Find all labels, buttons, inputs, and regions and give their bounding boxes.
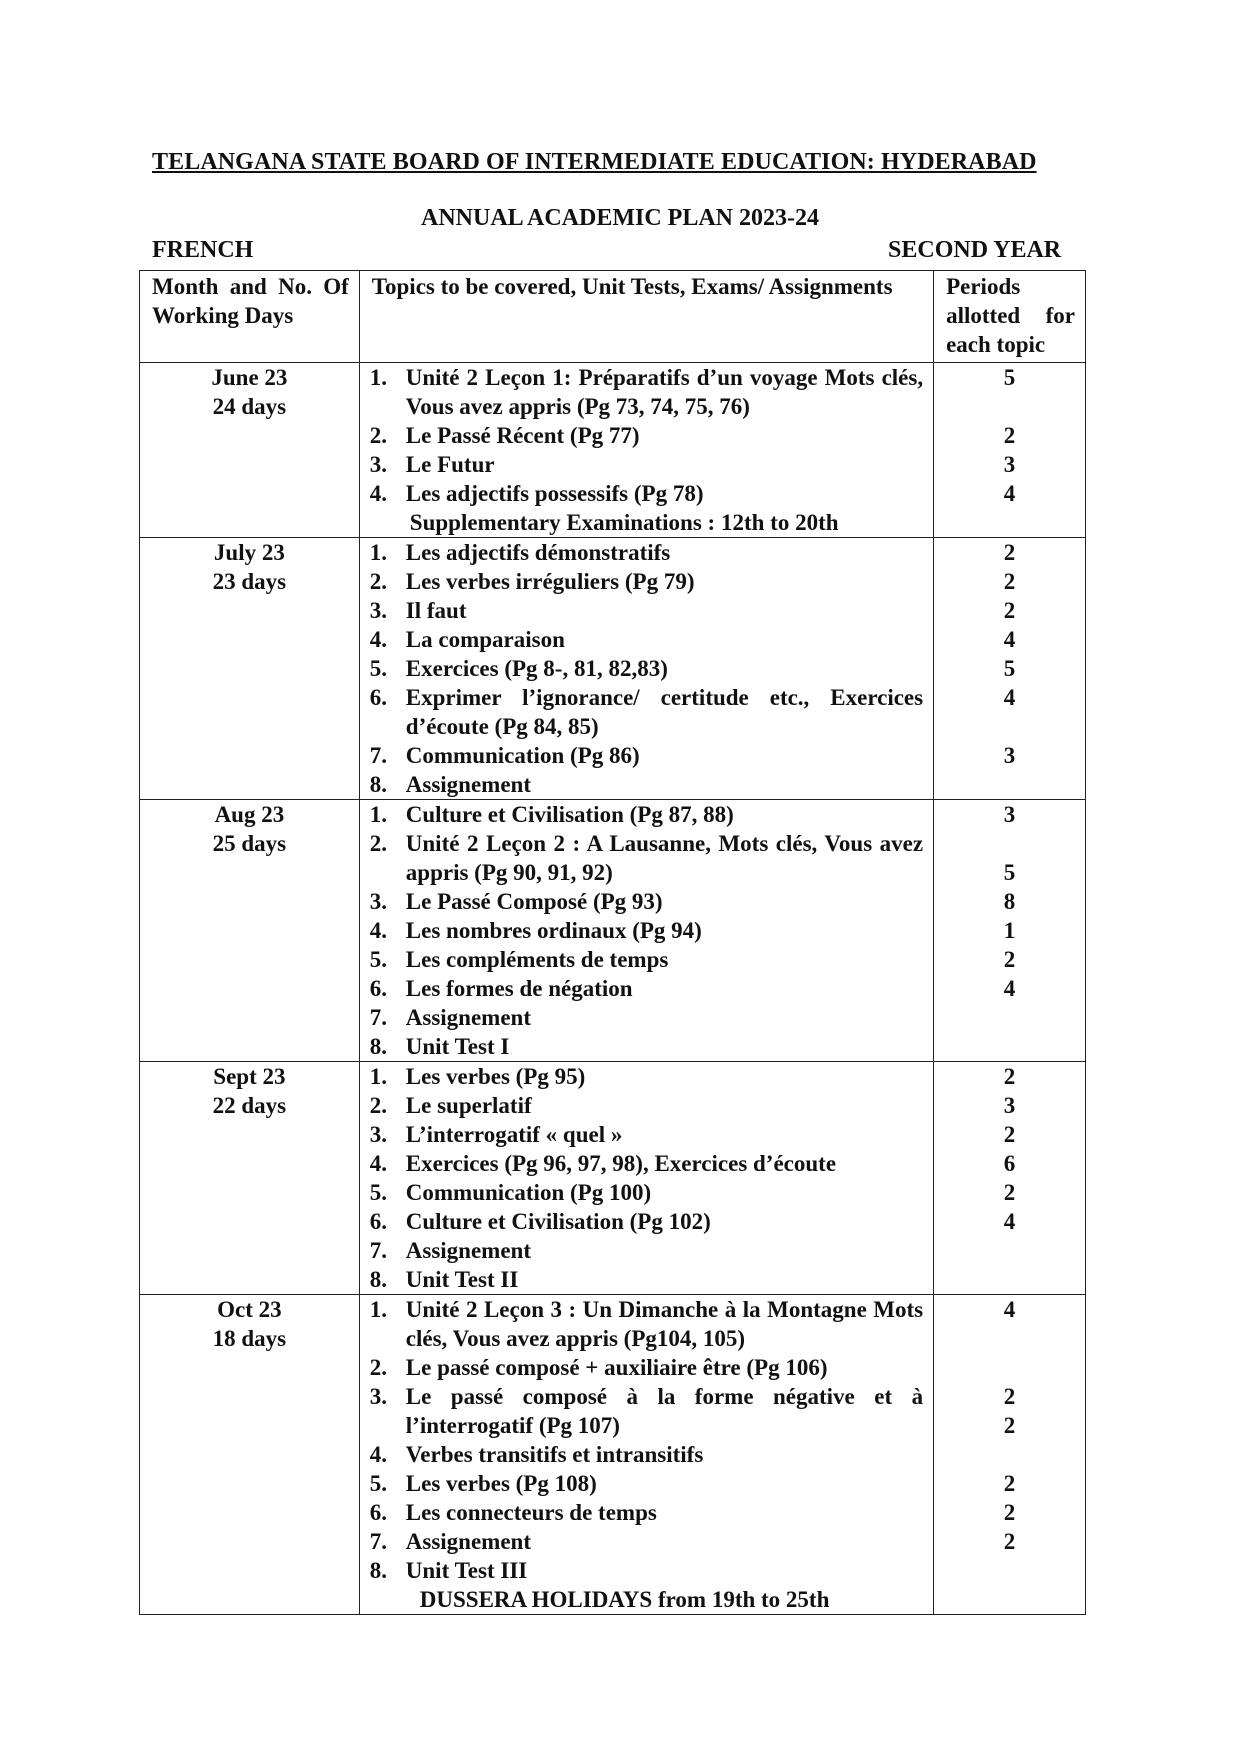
period-value: 6 [1003,1151,1016,1176]
month-label: July 23 [213,540,285,565]
topic-number: 4. [369,481,388,506]
topic-text: Assignement [405,1238,532,1263]
period-value: 4 [1003,976,1016,1001]
topic-number: 2. [369,423,388,448]
topic-item [360,1527,923,1556]
topic-item [360,1469,923,1498]
table-row [140,1062,1086,1295]
period-value: 3 [1003,802,1016,827]
period-value: 4 [1003,1209,1016,1234]
periods-cell [934,800,1086,1062]
topic-number: 5. [369,1471,388,1496]
topic-text: Unité 2 Leçon 2 : A Lausanne, Mots clés, Vous avez appris (Pg 90, 91, 92) [405,831,924,885]
topic-text: Unit Test III [405,1558,528,1583]
topic-text: Le superlatif [405,1093,532,1118]
topic-text: Il faut [405,598,467,623]
topic-number: 1. [369,540,388,565]
topic-text: Assignement [405,772,532,797]
topic-item [360,1149,923,1178]
month-cell [140,538,360,800]
period-value: 2 [1003,598,1016,623]
topic-item [360,829,923,887]
topic-number: 1. [369,802,388,827]
topic-item [360,1498,923,1527]
period-value: 2 [1003,1180,1016,1205]
period-value [934,392,1085,421]
topics-cell [359,363,933,538]
working-days: 23 days [212,569,287,594]
topic-item [360,916,923,945]
period-value [934,829,1085,858]
topic-number: 4. [369,627,388,652]
topic-text: Culture et Civilisation (Pg 87, 88) [405,802,734,827]
period-value [934,1440,1085,1469]
period-value: 2 [1003,423,1016,448]
month-label: Aug 23 [214,802,285,827]
topic-number: 6. [369,1500,388,1525]
topic-item [360,363,923,421]
month-cell [140,800,360,1062]
period-value: 2 [1003,1413,1016,1438]
topic-item [360,945,923,974]
working-days: 25 days [212,831,287,856]
month-label: June 23 [211,365,288,390]
topic-text: La comparaison [405,627,565,652]
topic-text: Les verbes (Pg 108) [405,1471,597,1496]
topic-text: Assignement [405,1005,532,1030]
topics-cell [359,1295,933,1615]
topic-item [360,654,923,683]
topic-item [360,770,923,799]
topic-number: 3. [369,1384,388,1409]
schedule-note: DUSSERA HOLIDAYS from 19th to 25th [419,1587,830,1612]
period-value: 2 [1003,1471,1016,1496]
topic-text: Communication (Pg 86) [405,743,640,768]
topic-number: 5. [369,1180,388,1205]
board-title: TELANGANA STATE BOARD OF INTERMEDIATE EDUCATION: HYDERABAD [152,149,1037,175]
topic-number: 1. [369,1064,388,1089]
topic-text: Communication (Pg 100) [405,1180,652,1205]
period-value [934,712,1085,741]
topic-item [360,450,923,479]
topic-item [360,567,923,596]
topic-text: Culture et Civilisation (Pg 102) [405,1209,711,1234]
topic-text: L’interrogatif « quel » [405,1122,623,1147]
topic-number: 7. [369,1529,388,1554]
topic-number: 6. [369,1209,388,1234]
working-days: 24 days [212,394,287,419]
period-value: 1 [1003,918,1016,943]
topic-text: Les verbes irréguliers (Pg 79) [405,569,695,594]
table-header-row [140,271,1086,363]
topic-text: Les formes de négation [405,976,633,1001]
month-cell [140,1295,360,1615]
topic-item [360,1556,923,1585]
topic-item [360,1353,923,1382]
topic-number: 3. [369,598,388,623]
topic-text: Exercices (Pg 96, 97, 98), Exercices d’écoute [405,1151,837,1176]
topic-number: 3. [369,889,388,914]
period-value: 2 [1003,1500,1016,1525]
period-value: 4 [1003,1297,1016,1322]
topic-number: 3. [369,452,388,477]
period-value: 3 [1003,743,1016,768]
month-label: Oct 23 [217,1297,282,1322]
topic-item [360,625,923,654]
topic-number: 7. [369,1005,388,1030]
period-value: 2 [1003,1529,1016,1554]
period-value [934,1353,1085,1382]
academic-plan-table [139,270,1086,1615]
topic-text: Le passé composé + auxiliaire être (Pg 106) [405,1355,828,1380]
topic-number: 5. [369,656,388,681]
topic-text: Verbes transitifs et intransitifs [405,1442,704,1467]
topic-item [360,1265,923,1294]
topic-item [360,1236,923,1265]
topic-number: 2. [369,569,388,594]
period-value: 2 [1003,947,1016,972]
table-row [140,363,1086,538]
topic-item [360,1178,923,1207]
period-value: 3 [1003,1093,1016,1118]
topic-number: 3. [369,1122,388,1147]
topic-text: Exprimer l’ignorance/ certitude etc., Exercices d’écoute (Pg 84, 85) [405,685,924,739]
topic-number: 4. [369,1151,388,1176]
topic-item [360,887,923,916]
period-value: 2 [1003,1064,1016,1089]
topic-item [360,800,923,829]
topic-text: Les nombres ordinaux (Pg 94) [405,918,702,943]
topic-text: Les adjectifs possessifs (Pg 78) [405,481,704,506]
topic-text: Exercices (Pg 8-, 81, 82,83) [405,656,668,681]
topic-item [360,1440,923,1469]
working-days: 18 days [212,1326,287,1351]
header-topics: Topics to be covered, Unit Tests, Exams/ Assignments [359,271,933,363]
schedule-note: Supplementary Examinations : 12th to 20th [409,510,839,535]
topic-text: Unit Test I [405,1034,510,1059]
period-value: 2 [1003,1384,1016,1409]
topic-item [360,1062,923,1091]
header-periods: Periods allotted for each topic [934,271,1086,363]
topic-item [360,596,923,625]
topic-number: 2. [369,1355,388,1380]
topic-item [360,479,923,508]
topics-cell [359,800,933,1062]
topic-item [360,538,923,567]
topic-item [360,1382,923,1440]
month-cell [140,1062,360,1295]
period-value: 5 [1003,365,1016,390]
topic-number: 8. [369,1034,388,1059]
period-value: 5 [1003,656,1016,681]
period-value: 4 [1003,481,1016,506]
periods-cell [934,1062,1086,1295]
topic-number: 8. [369,772,388,797]
month-label: Sept 23 [213,1064,286,1089]
period-value: 8 [1003,889,1016,914]
topic-number: 5. [369,947,388,972]
topic-number: 8. [369,1267,388,1292]
periods-cell [934,1295,1086,1615]
topic-item [360,683,923,741]
period-value: 4 [1003,627,1016,652]
topic-number: 6. [369,976,388,1001]
topic-number: 7. [369,1238,388,1263]
topic-text: Les verbes (Pg 95) [405,1064,586,1089]
period-value: 2 [1003,569,1016,594]
topic-text: Unit Test II [405,1267,519,1292]
topic-number: 8. [369,1558,388,1583]
topic-text: Les connecteurs de temps [405,1500,657,1525]
working-days: 22 days [212,1093,287,1118]
topic-text: Unité 2 Leçon 3 : Un Dimanche à la Montagne Mots clés, Vous avez appris (Pg104, 105) [405,1297,924,1351]
topic-number: 6. [369,685,388,710]
periods-cell [934,538,1086,800]
table-row [140,800,1086,1062]
month-cell [140,363,360,538]
period-value: 2 [1003,540,1016,565]
topic-item [360,1120,923,1149]
table-row [140,538,1086,800]
topic-item [360,421,923,450]
topic-item [360,1032,923,1061]
topic-text: Les adjectifs démonstratifs [405,540,671,565]
topic-number: 2. [369,831,388,856]
period-value: 4 [1003,685,1016,710]
year-label: SECOND YEAR [888,237,1062,263]
period-value: 2 [1003,1122,1016,1147]
topic-number: 1. [369,365,388,390]
topic-text: Les compléments de temps [405,947,669,972]
plan-title: ANNUAL ACADEMIC PLAN 2023-24 [420,205,819,231]
topic-text: Unité 2 Leçon 1: Préparatifs d’un voyage Mots clés, Vous avez appris (Pg 73, 74, 75, 76) [405,365,924,419]
topic-number: 1. [369,1297,388,1322]
topic-item [360,1091,923,1120]
table-row [140,1295,1086,1615]
period-value: 5 [1003,860,1016,885]
topic-text: Le Passé Récent (Pg 77) [405,423,640,448]
topics-cell [359,538,933,800]
topic-text: Le passé composé à la forme négative et à l’interrogatif (Pg 107) [405,1384,924,1438]
topic-number: 4. [369,1442,388,1467]
topic-item [360,1295,923,1353]
topic-number: 2. [369,1093,388,1118]
period-value: 3 [1003,452,1016,477]
period-value [934,1324,1085,1353]
periods-cell [934,363,1086,538]
topic-number: 7. [369,743,388,768]
topic-item [360,974,923,1003]
topic-text: Le Futur [405,452,495,477]
subject-label: FRENCH [152,237,254,263]
topic-number: 4. [369,918,388,943]
topic-item [360,1003,923,1032]
topics-cell [359,1062,933,1295]
topic-text: Le Passé Composé (Pg 93) [405,889,663,914]
header-month: Month and No. Of Working Days [140,271,360,363]
topic-item [360,1207,923,1236]
topic-item [360,741,923,770]
topic-text: Assignement [405,1529,532,1554]
